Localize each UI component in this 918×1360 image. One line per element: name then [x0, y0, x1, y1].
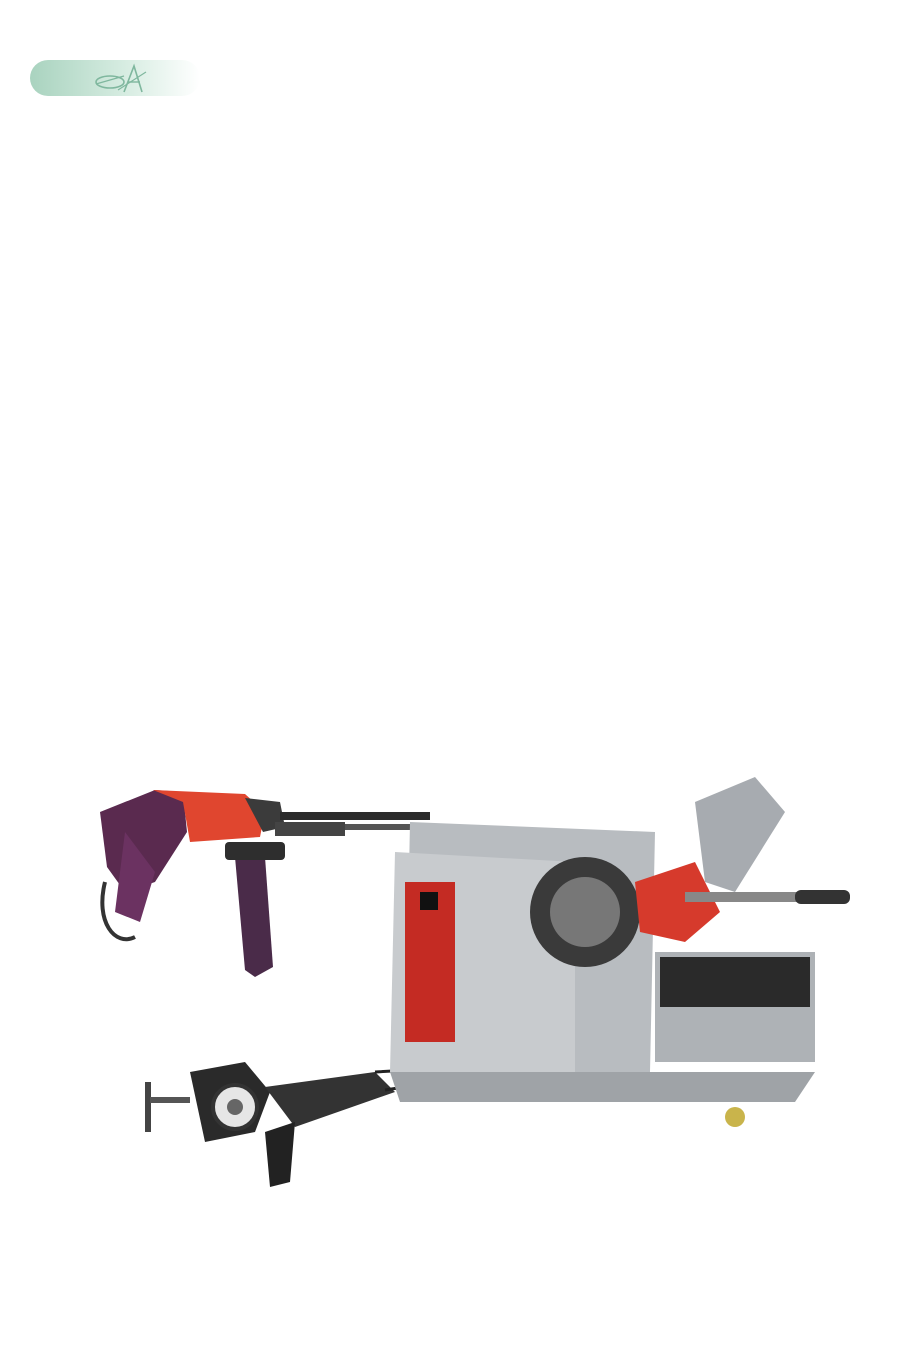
- cutting-grinding-discs-figure: [84, 356, 414, 690]
- threading-tools-figure: [95, 772, 855, 1202]
- pipe-threading-machine-illustration: [390, 777, 850, 1127]
- threading-drill-illustration: [100, 790, 430, 977]
- drafting-tools-icon: [88, 62, 148, 96]
